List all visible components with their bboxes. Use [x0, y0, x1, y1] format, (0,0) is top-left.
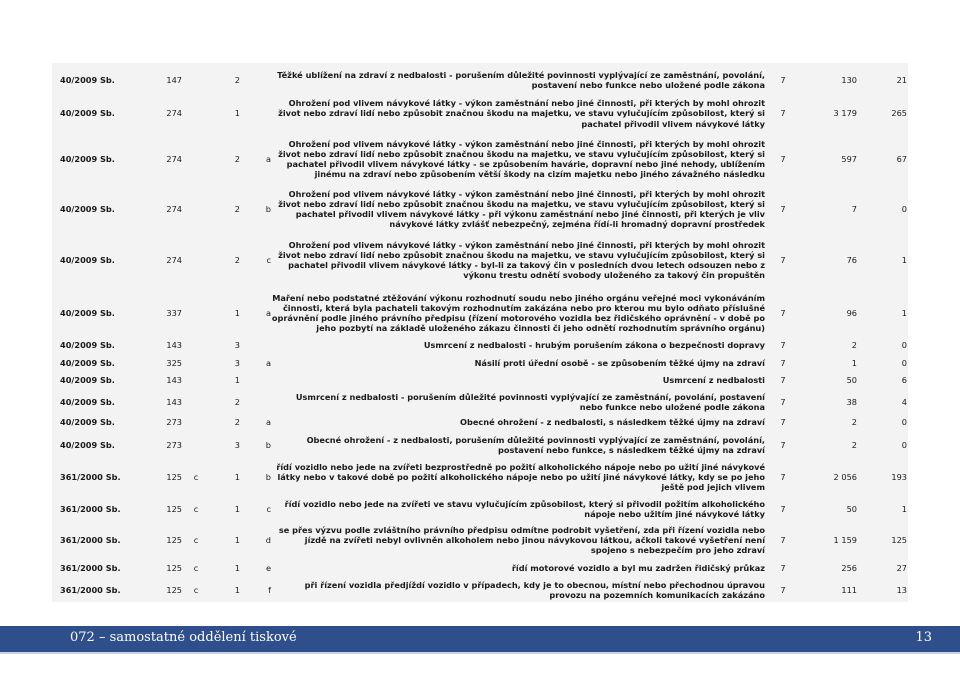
paragraph-cell: 274	[166, 153, 182, 164]
paragraph-cell: 143	[166, 374, 182, 385]
page-number: 13	[915, 630, 932, 645]
law-cell: 361/2000 Sb.	[60, 534, 121, 545]
value-2-cell: 111	[841, 584, 857, 595]
table-row	[60, 498, 910, 520]
value-2-cell: 2	[851, 416, 857, 427]
item-cell: f	[268, 584, 271, 595]
table-row	[60, 562, 910, 574]
value-1-cell: 7	[780, 471, 786, 482]
description-cell: Násilí proti úřední osobě - se způsobením těžké újmy na zdraví	[474, 357, 765, 368]
letter-cell	[182, 390, 210, 414]
description-cell: Usmrcení z nedbalosti - porušením důležité povinnosti vyplývající ze zaměstnání, povolání, postavení nebo funkce nebo uložené podle zákona	[295, 391, 765, 412]
value-1-cell: 7	[780, 254, 786, 265]
value-2-cell: 50	[846, 503, 857, 514]
letter-cell	[182, 97, 210, 130]
paragraph-cell: 273	[166, 416, 182, 427]
paragraph-cell: 274	[166, 254, 182, 265]
item-cell	[240, 390, 271, 414]
subsection-cell: 3	[234, 439, 240, 450]
paragraph-cell: 125	[166, 503, 182, 514]
value-3-cell: 0	[901, 416, 907, 427]
description-cell: řídí vozidlo nebo jede na zvířeti bezprostředně po požití alkoholického nápoje nebo po užití jiné návykové látky nebo v takové době po požití alkoholického nápoje nebo po užití jiné návykové látky, kdy se po jeho ještě pod jejich vlivem	[276, 461, 765, 493]
table-row	[60, 69, 910, 91]
subsection-cell: 1	[234, 108, 240, 119]
paragraph-cell: 143	[166, 339, 182, 350]
table-row	[60, 187, 910, 231]
table-row	[60, 433, 910, 457]
item-cell	[240, 97, 271, 130]
law-cell: 40/2009 Sb.	[60, 254, 115, 265]
subsection-cell: 2	[234, 203, 240, 214]
value-3-cell: 0	[901, 439, 907, 450]
value-1-cell: 7	[780, 74, 786, 85]
subsection-cell: 2	[234, 153, 240, 164]
subsection-cell: 3	[234, 339, 240, 350]
value-1-cell: 7	[780, 584, 786, 595]
value-3-cell: 67	[896, 153, 907, 164]
value-1-cell: 7	[780, 339, 786, 350]
subsection-cell: 1	[234, 503, 240, 514]
letter-cell	[182, 187, 210, 231]
item-cell	[240, 69, 271, 91]
table-row	[60, 390, 910, 414]
description-cell: Maření nebo podstatné ztěžování výkonu rozhodnutí soudu nebo jiného orgánu veřejné moci vykonáváním činnosti, která byla pachateli takovým rozhodnutím zakázána nebo pro kterou mu bylo odňato příslušné oprávnění podle jiného právního předpisu (řízení motorového vozidla bez řidičského oprávnění - v době po jeho pozbytí na základě uloženého zákazu činnosti či jeho odnětí rozhodnutím správního orgánu)	[271, 292, 765, 334]
subsection-cell: 1	[234, 562, 240, 573]
value-1-cell: 7	[780, 562, 786, 573]
law-cell: 40/2009 Sb.	[60, 374, 115, 385]
paragraph-cell: 273	[166, 439, 182, 450]
value-2-cell: 597	[841, 153, 857, 164]
law-cell: 40/2009 Sb.	[60, 357, 115, 368]
item-cell: a	[265, 307, 271, 318]
law-cell: 40/2009 Sb.	[60, 153, 115, 164]
value-3-cell: 1	[901, 254, 907, 265]
value-3-cell: 0	[901, 203, 907, 214]
law-cell: 40/2009 Sb.	[60, 203, 115, 214]
value-3-cell: 0	[901, 357, 907, 368]
value-2-cell: 1 159	[833, 534, 857, 545]
table-row	[60, 523, 910, 557]
description-cell: řídí motorové vozidlo a byl mu zadržen řidičský průkaz	[511, 562, 765, 573]
law-cell: 40/2009 Sb.	[60, 307, 115, 318]
description-cell: řídí vozidlo nebo jede na zvířeti ve stavu vylučujícím způsobilost, který si přivodil požitím alkoholického nápoje nebo užitím jiné návykové látky	[284, 498, 765, 519]
value-2-cell: 50	[846, 374, 857, 385]
law-cell: 361/2000 Sb.	[60, 562, 121, 573]
value-1-cell: 7	[780, 357, 786, 368]
value-2-cell: 256	[841, 562, 857, 573]
value-1-cell: 7	[780, 416, 786, 427]
letter-cell	[182, 339, 210, 351]
item-cell: a	[265, 153, 271, 164]
law-cell: 40/2009 Sb.	[60, 439, 115, 450]
letter-cell: c	[193, 584, 199, 595]
table-row	[60, 339, 910, 351]
item-cell: b	[265, 439, 271, 450]
value-3-cell: 265	[891, 108, 907, 119]
subsection-cell: 2	[234, 74, 240, 85]
value-2-cell: 76	[846, 254, 857, 265]
value-2-cell: 38	[846, 396, 857, 407]
value-3-cell: 193	[891, 471, 907, 482]
description-cell: Ohrožení pod vlivem návykové látky - výkon zaměstnání nebo jiné činnosti, při kterých by mohl ohrozit život nebo zdraví lidí nebo způsobit značnou škodu na majetku, ve stavu vylučujícím způsobilost, který si pachatel přivodil vlivem návykové látky	[278, 98, 765, 129]
item-cell: b	[265, 203, 271, 214]
table-row	[60, 237, 910, 283]
subsection-cell: 2	[234, 416, 240, 427]
value-1-cell: 7	[780, 396, 786, 407]
value-1-cell: 7	[780, 439, 786, 450]
law-cell: 40/2009 Sb.	[60, 396, 115, 407]
paragraph-cell: 274	[166, 108, 182, 119]
value-3-cell: 1	[901, 307, 907, 318]
item-cell: d	[265, 534, 271, 545]
letter-cell	[182, 137, 210, 181]
item-cell: a	[265, 357, 271, 368]
value-3-cell: 1	[901, 503, 907, 514]
item-cell: a	[265, 416, 271, 427]
description-cell: se přes výzvu podle zvláštního právního předpisu odmítne podrobit vyšetření, zda při řízení vozidla nebo jízdě na zvířeti nebyl ovlivněn alkoholem nebo jinou návykovou látkou, ačkoli takové vyšetření není spojeno s nebezpečím pro jeho zdraví	[278, 524, 765, 556]
footer-divider	[0, 652, 960, 654]
paragraph-cell: 125	[166, 584, 182, 595]
value-2-cell: 130	[841, 74, 857, 85]
paragraph-cell: 143	[166, 396, 182, 407]
law-cell: 361/2000 Sb.	[60, 503, 121, 514]
item-cell	[240, 374, 271, 386]
letter-cell: c	[193, 562, 199, 573]
description-cell: Ohrožení pod vlivem návykové látky - výkon zaměstnání nebo jiné činnosti, při kterých by mohl ohrozit život nebo zdraví lidí nebo způsobit značnou škodu na majetku, ve stavu vylučujícím způsobilost, který si pachatel přivodil vlivem návykové látky - při výkonu zaměstnání nebo jiné činnosti, při kterých je vliv návykové látky zvlášť nebezpečný, zejména řídí-li hromadný dopravní prostředek	[278, 188, 765, 230]
law-cell: 40/2009 Sb.	[60, 74, 115, 85]
description-cell: Obecné ohrožení - z nedbalosti, porušením důležité povinnosti vyplývající ze zaměstnání, povolání, postavení nebo funkce, s následkem těžké újmy na zdraví	[306, 434, 765, 455]
paragraph-cell: 125	[166, 562, 182, 573]
letter-cell	[182, 416, 210, 428]
value-1-cell: 7	[780, 108, 786, 119]
letter-cell	[182, 69, 210, 91]
value-2-cell: 1	[851, 357, 857, 368]
table-row	[60, 461, 910, 493]
value-2-cell: 2 056	[833, 471, 857, 482]
item-cell: e	[265, 562, 271, 573]
paragraph-cell: 337	[166, 307, 182, 318]
value-2-cell: 2	[851, 339, 857, 350]
law-cell: 40/2009 Sb.	[60, 416, 115, 427]
table-row	[60, 416, 910, 428]
value-3-cell: 13	[896, 584, 907, 595]
value-3-cell: 6	[901, 374, 907, 385]
description-cell: Usmrcení z nedbalosti	[662, 374, 765, 385]
law-cell: 40/2009 Sb.	[60, 339, 115, 350]
letter-cell	[182, 433, 210, 457]
law-cell: 40/2009 Sb.	[60, 108, 115, 119]
item-cell	[240, 339, 271, 351]
value-2-cell: 2	[851, 439, 857, 450]
subsection-cell: 1	[234, 534, 240, 545]
value-3-cell: 4	[901, 396, 907, 407]
paragraph-cell: 325	[166, 357, 182, 368]
table-row	[60, 579, 910, 601]
letter-cell: c	[193, 471, 199, 482]
value-1-cell: 7	[780, 374, 786, 385]
paragraph-cell: 274	[166, 203, 182, 214]
paragraph-cell: 125	[166, 471, 182, 482]
paragraph-cell: 125	[166, 534, 182, 545]
subsection-cell: 1	[234, 471, 240, 482]
description-cell: Ohrožení pod vlivem návykové látky - výkon zaměstnání nebo jiné činnosti, při kterých by mohl ohrozit život nebo zdraví lidí nebo způsobit značnou škodu na majetku, ve stavu vylučujícím způsobilost, který si pachatel přivodil vlivem návykové látky - se způsobením havárie, dopravní nebo jiné nehody, ublížením jinému na zdraví nebo způsobením větší škody na cizím majetku nebo jiného závažného následku	[278, 138, 765, 180]
value-3-cell: 21	[896, 74, 907, 85]
value-1-cell: 7	[780, 307, 786, 318]
table-row	[60, 290, 910, 336]
table-row	[60, 97, 910, 130]
subsection-cell: 2	[234, 254, 240, 265]
letter-cell	[182, 290, 210, 336]
value-3-cell: 125	[891, 534, 907, 545]
value-2-cell: 7	[851, 203, 857, 214]
item-cell: c	[266, 254, 271, 265]
subsection-cell: 2	[234, 396, 240, 407]
value-3-cell: 0	[901, 339, 907, 350]
table-row	[60, 137, 910, 181]
letter-cell: c	[193, 503, 199, 514]
table-row	[60, 357, 910, 369]
letter-cell: c	[193, 534, 199, 545]
description-cell: Usmrcení z nedbalosti - hrubým porušením zákona o bezpečnosti dopravy	[423, 339, 765, 350]
letter-cell	[182, 357, 210, 369]
value-2-cell: 3 179	[833, 108, 857, 119]
value-1-cell: 7	[780, 503, 786, 514]
law-cell: 361/2000 Sb.	[60, 471, 121, 482]
value-3-cell: 27	[896, 562, 907, 573]
subsection-cell: 1	[234, 374, 240, 385]
item-cell: b	[265, 471, 271, 482]
subsection-cell: 3	[234, 357, 240, 368]
subsection-cell: 1	[234, 307, 240, 318]
value-1-cell: 7	[780, 153, 786, 164]
law-cell: 361/2000 Sb.	[60, 584, 121, 595]
description-cell: Obecné ohrožení - z nedbalosti, s následkem těžké újmy na zdraví	[460, 416, 765, 427]
value-2-cell: 96	[846, 307, 857, 318]
item-cell: c	[266, 503, 271, 514]
letter-cell	[182, 374, 210, 386]
description-cell: Těžké ublížení na zdraví z nedbalosti - porušením důležité povinnosti vyplývající ze zaměstnání, povolání, postavení nebo funkce nebo uložené podle zákona	[277, 69, 765, 90]
description-cell: při řízení vozidla předjíždí vozidlo v případech, kdy je to obecnou, místní nebo přechodnou úpravou provozu na pozemních komunikacích zakázáno	[304, 579, 765, 600]
subsection-cell: 1	[234, 584, 240, 595]
value-1-cell: 7	[780, 534, 786, 545]
paragraph-cell: 147	[166, 74, 182, 85]
value-1-cell: 7	[780, 203, 786, 214]
letter-cell	[182, 237, 210, 283]
footer-title: 072 – samostatné oddělení tiskové	[70, 630, 297, 645]
description-cell: Ohrožení pod vlivem návykové látky - výkon zaměstnání nebo jiné činnosti, při kterých by mohl ohrozit život nebo zdraví lidí nebo způsobit značnou škodu na majetku, ve stavu vylučujícím způsobilost, který si pachatel přivodil vlivem návykové látky - byl-li za takový čin v posledních dvou letech odsouzen nebo z výkonu trestu odnětí svobody uloženého za takový čin propuštěn	[278, 239, 765, 281]
page-footer	[0, 626, 960, 652]
table-row	[60, 374, 910, 386]
